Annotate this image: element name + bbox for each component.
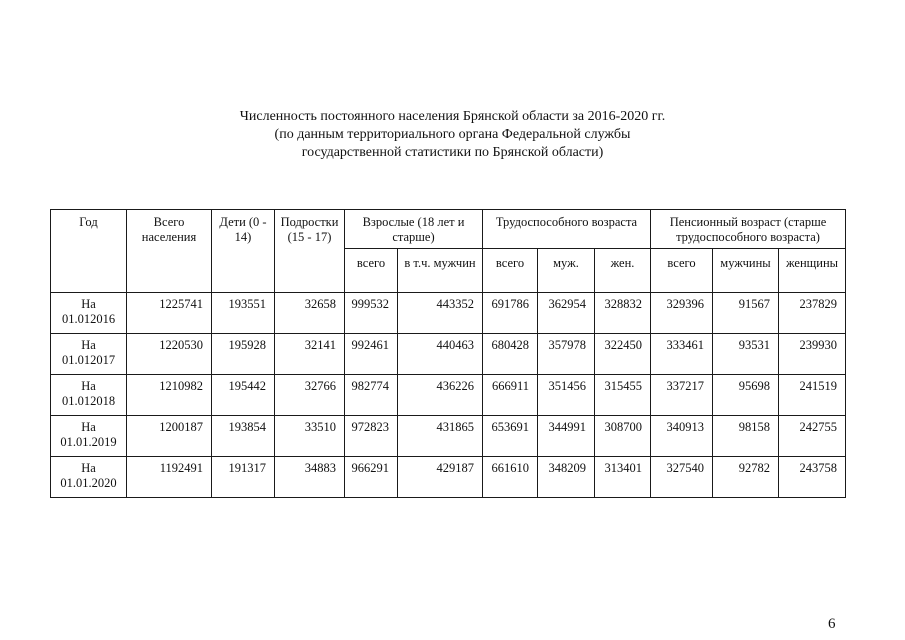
- cell-working-men: 344991: [538, 416, 595, 457]
- cell-adults-total: 966291: [345, 457, 398, 498]
- cell-working-total: 661610: [483, 457, 538, 498]
- cell-date: На 01.01.2020: [51, 457, 127, 498]
- cell-date: На 01.012018: [51, 375, 127, 416]
- page-title: [0, 108, 905, 162]
- subheader-adults-men: в т.ч. мужчин: [398, 249, 483, 293]
- cell-adults-men: 431865: [398, 416, 483, 457]
- cell-adults-men: 443352: [398, 293, 483, 334]
- cell-working-men: 362954: [538, 293, 595, 334]
- cell-working-men: 351456: [538, 375, 595, 416]
- header-working-age: Трудоспособного возраста: [483, 210, 651, 249]
- cell-pension-men: 98158: [713, 416, 779, 457]
- table-row: [51, 334, 846, 375]
- subheader-pension-total: всего: [651, 249, 713, 293]
- cell-children: 191317: [212, 457, 275, 498]
- cell-pension-women: 242755: [779, 416, 846, 457]
- cell-date: На 01.012017: [51, 334, 127, 375]
- cell-date: На 01.012016: [51, 293, 127, 334]
- cell-teens: 34883: [275, 457, 345, 498]
- subheader-pension-women: женщины: [779, 249, 846, 293]
- cell-pension-women: 239930: [779, 334, 846, 375]
- cell-working-total: 680428: [483, 334, 538, 375]
- cell-working-total: 666911: [483, 375, 538, 416]
- subheader-pension-men: мужчины: [713, 249, 779, 293]
- table-row: [51, 375, 846, 416]
- header-pension-age: Пенсионный возраст (старше трудоспособного возраста): [651, 210, 846, 249]
- cell-pension-total: 337217: [651, 375, 713, 416]
- cell-pension-women: 241519: [779, 375, 846, 416]
- cell-adults-total: 982774: [345, 375, 398, 416]
- cell-adults-total: 972823: [345, 416, 398, 457]
- cell-total: 1210982: [127, 375, 212, 416]
- cell-working-women: 315455: [595, 375, 651, 416]
- header-children: Дети (0 - 14): [212, 210, 275, 293]
- cell-date: На 01.01.2019: [51, 416, 127, 457]
- table-row: [51, 293, 846, 334]
- cell-working-women: 322450: [595, 334, 651, 375]
- cell-pension-men: 93531: [713, 334, 779, 375]
- cell-pension-women: 243758: [779, 457, 846, 498]
- cell-total: 1200187: [127, 416, 212, 457]
- table-header: [51, 210, 846, 293]
- cell-working-women: 313401: [595, 457, 651, 498]
- population-table: [50, 209, 846, 498]
- table-row: [51, 416, 846, 457]
- subheader-adults-total: всего: [345, 249, 398, 293]
- table-body: [51, 293, 846, 498]
- cell-children: 195442: [212, 375, 275, 416]
- title-line-2: (по данным территориального органа Федеральной службы: [274, 127, 631, 142]
- cell-teens: 32141: [275, 334, 345, 375]
- cell-children: 195928: [212, 334, 275, 375]
- cell-pension-men: 91567: [713, 293, 779, 334]
- cell-pension-men: 95698: [713, 375, 779, 416]
- subheader-working-total: всего: [483, 249, 538, 293]
- cell-pension-women: 237829: [779, 293, 846, 334]
- subheader-working-men: муж.: [538, 249, 595, 293]
- cell-total: 1192491: [127, 457, 212, 498]
- cell-pension-total: 329396: [651, 293, 713, 334]
- cell-working-men: 348209: [538, 457, 595, 498]
- cell-working-total: 691786: [483, 293, 538, 334]
- cell-adults-men: 429187: [398, 457, 483, 498]
- header-teens: Подростки (15 - 17): [275, 210, 345, 293]
- page-number: 6: [828, 616, 836, 632]
- cell-children: 193854: [212, 416, 275, 457]
- title-line-3: государственной статистики по Брянской области): [301, 145, 604, 160]
- cell-pension-total: 340913: [651, 416, 713, 457]
- cell-children: 193551: [212, 293, 275, 334]
- cell-teens: 33510: [275, 416, 345, 457]
- cell-pension-total: 327540: [651, 457, 713, 498]
- cell-adults-total: 992461: [345, 334, 398, 375]
- header-total-population: Всего населения: [127, 210, 212, 293]
- subheader-working-women: жен.: [595, 249, 651, 293]
- cell-teens: 32766: [275, 375, 345, 416]
- header-adults: Взрослые (18 лет и старше): [345, 210, 483, 249]
- cell-teens: 32658: [275, 293, 345, 334]
- header-year: Год: [51, 210, 127, 293]
- title-line-1: Численность постоянного населения Брянской области за 2016-2020 гг.: [239, 109, 666, 124]
- cell-working-men: 357978: [538, 334, 595, 375]
- cell-working-women: 328832: [595, 293, 651, 334]
- cell-adults-total: 999532: [345, 293, 398, 334]
- cell-working-total: 653691: [483, 416, 538, 457]
- cell-working-women: 308700: [595, 416, 651, 457]
- table-row: [51, 457, 846, 498]
- cell-total: 1225741: [127, 293, 212, 334]
- cell-pension-total: 333461: [651, 334, 713, 375]
- cell-adults-men: 440463: [398, 334, 483, 375]
- cell-pension-men: 92782: [713, 457, 779, 498]
- cell-adults-men: 436226: [398, 375, 483, 416]
- cell-total: 1220530: [127, 334, 212, 375]
